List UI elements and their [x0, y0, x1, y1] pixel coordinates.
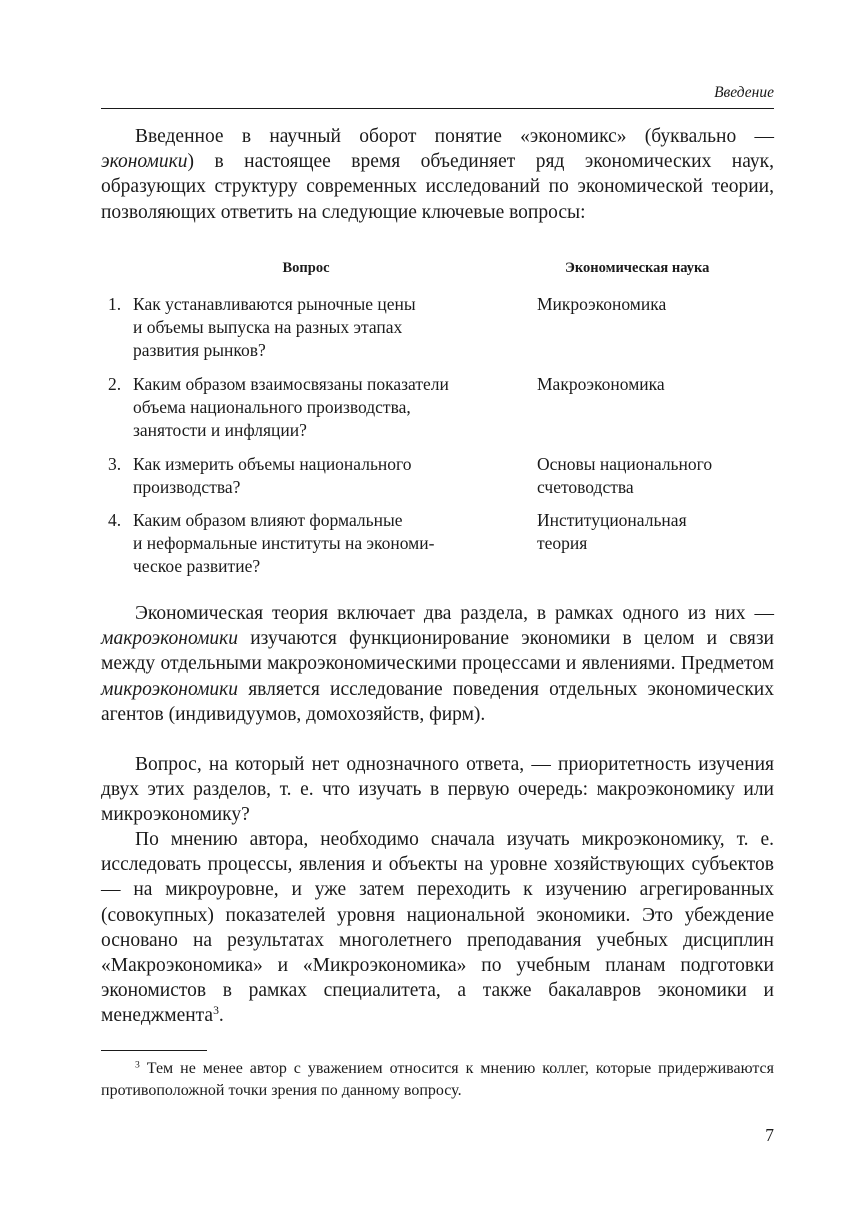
intro-text-after: ) в настоящее время объединяет ряд экономических наук, образующих структуру современных исследований по экономической теории, позволяющих ответить на следующие ключевые вопросы: — [101, 151, 774, 223]
paragraph-text: является исследование поведения отдельных экономических агентов (индивидуумов, домохозяйств, фирм). — [101, 678, 774, 725]
running-head: Введение — [714, 84, 774, 101]
row-question — [133, 293, 513, 362]
question-line: производства? — [133, 477, 241, 497]
paragraph-author-opinion — [101, 827, 774, 1029]
question-line: развития рынков? — [133, 340, 266, 360]
row-number: 1. — [108, 294, 122, 314]
question-line: Каким образом влияют формальные — [133, 510, 403, 530]
science-line: Макроэкономика — [537, 374, 665, 394]
paragraph-text: изучаются функционирование экономики в целом и связи между отдельными макроэкономическими процессами и явлениями. Предметом — [101, 628, 774, 675]
question-line: ческое развитие? — [133, 556, 261, 576]
paragraph-text: Вопрос, на который нет однозначного ответа, — приоритетность изучения двух этих разделов, т. е. что изучать в первую очередь: макроэкономику или микроэкономику? — [101, 754, 774, 826]
paragraph-economic-theory — [101, 601, 774, 727]
row-number: 4. — [108, 510, 122, 530]
footnote-rule — [101, 1050, 207, 1051]
science-line: теория — [537, 533, 588, 553]
row-science — [537, 453, 774, 499]
paragraph-priority-question — [101, 752, 774, 828]
row-science — [537, 373, 774, 396]
question-line: и объемы выпуска на разных этапах — [133, 317, 403, 337]
question-line: Как измерить объемы национального — [133, 454, 412, 474]
row-science — [537, 509, 774, 555]
science-line: Институциональная — [537, 510, 687, 530]
header-rule — [101, 108, 774, 109]
table-header-science: Экономическая наука — [565, 260, 710, 276]
footnote-text: Тем не менее автор с уважением относится к мнению коллег, которые придерживаются противоположной точки зрения по данному вопросу. — [101, 1060, 774, 1099]
paragraph-text: Экономическая теория включает два раздела, в рамках одного из них — — [135, 603, 774, 624]
question-line: и неформальные институты на экономи- — [133, 533, 435, 553]
row-question — [133, 453, 513, 499]
science-line: Микроэкономика — [537, 294, 667, 314]
footnote-marker: 3 — [135, 1059, 140, 1071]
intro-paragraph — [101, 124, 774, 225]
question-line: Каким образом взаимосвязаны показатели — [133, 374, 449, 394]
page-number: 7 — [765, 1125, 774, 1145]
table-header-question: Вопрос — [282, 260, 330, 276]
question-line: объема национального производства, — [133, 397, 411, 417]
italic-term-macro: макроэкономики — [101, 628, 239, 650]
paragraph-text: По мнению автора, необходимо сначала изучать микроэкономику, т. е. исследовать процессы, явления и объекты на уровне хозяйствующих субъектов — на микроуровне, и уже затем переходить к изучению агрегированных (совокупных) показателей уровня национальной экономики. Это убеждение основано на результатах многолетнего преподавания учебных дисциплин «Макроэкономика» и «Микроэкономика» по учебным планам подготовки экономистов в рамках специалитета, а также бакалавров экономики и менеджмента — [101, 829, 774, 1027]
row-number: 2. — [108, 374, 122, 394]
intro-italic-term: экономики — [101, 151, 188, 173]
paragraph-text: . — [218, 1005, 224, 1027]
footnote — [101, 1058, 774, 1102]
science-line: счетоводства — [537, 477, 634, 497]
row-question — [133, 509, 513, 578]
row-number: 3. — [108, 454, 122, 474]
row-science — [537, 293, 774, 316]
intro-text-before: Введенное в научный оборот понятие «экономикс» (буквально — — [135, 126, 774, 147]
italic-term-micro: микроэкономики — [101, 678, 239, 700]
question-line: занятости и инфляции? — [133, 420, 307, 440]
science-line: Основы национального — [537, 454, 713, 474]
question-line: Как устанавливаются рыночные цены — [133, 294, 416, 314]
footnote-reference[interactable]: 3 — [213, 1004, 219, 1018]
row-question — [133, 373, 513, 442]
